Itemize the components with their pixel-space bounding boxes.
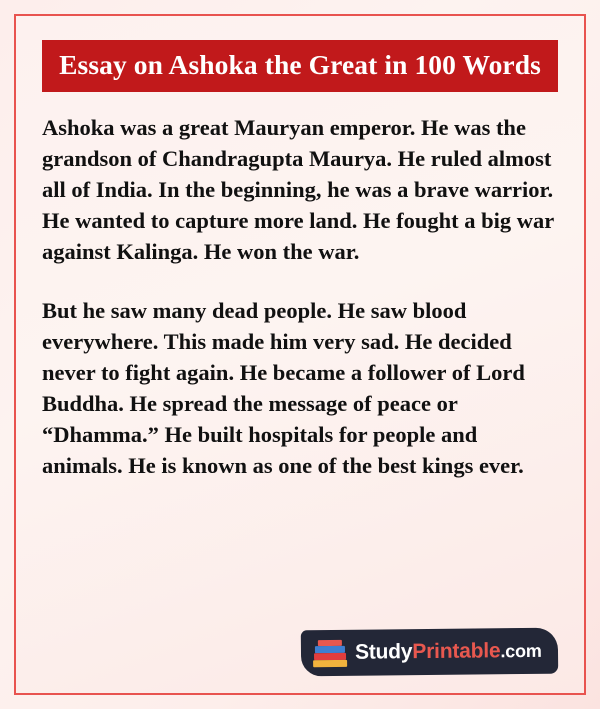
logo-brand-secondary: Printable: [412, 639, 501, 664]
essay-card: [14, 14, 586, 695]
logo-brand-primary: Study: [355, 640, 413, 664]
stacked-books-icon: [313, 639, 347, 667]
title-banner: [42, 40, 558, 92]
page-title: Essay on Ashoka the Great in 100 Words: [59, 49, 541, 80]
site-logo[interactable]: [301, 628, 558, 677]
essay-paragraph-1: Ashoka was a great Mauryan emperor. He was the grandson of Chandragupta Maurya. He ruled almost all of India. In the beginning, he was a brave warrior. He wanted to capture more land. He fought a big war against Kalinga. He won the war.: [42, 114, 554, 265]
footer: [42, 619, 558, 675]
essay-paragraph-2: But he saw many dead people. He saw blood everywhere. This made him very sad. He decided never to fight again. He became a follower of Lord Buddha. He spread the message of peace or “Dhamma.” He built hospitals for people and animals. He is known as one of the best kings ever.: [42, 298, 525, 479]
logo-wordmark: [355, 639, 542, 665]
essay-body: [42, 112, 558, 619]
logo-brand-suffix: .com: [500, 640, 543, 662]
